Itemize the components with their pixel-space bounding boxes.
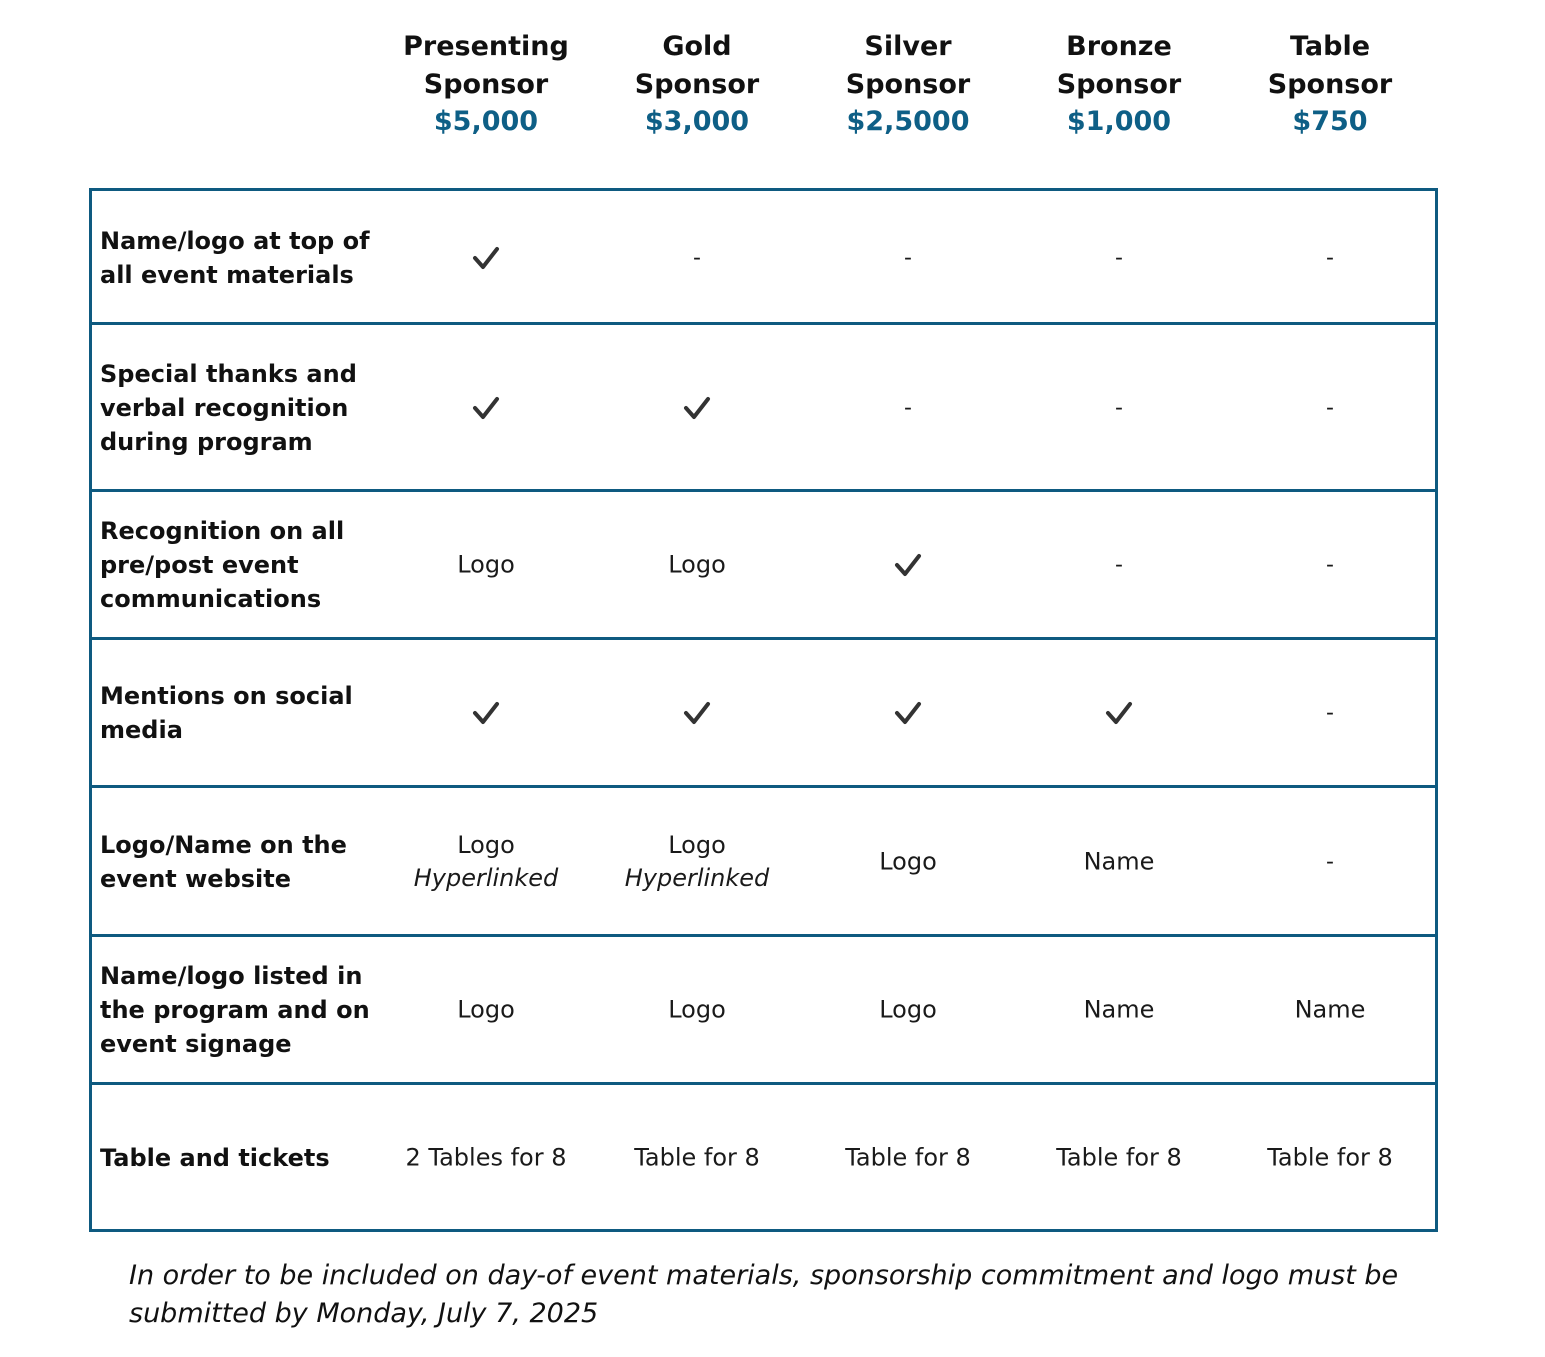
benefit-cell-text: Table for 8 [1267,1143,1393,1172]
benefit-cell-text: Name [1294,995,1366,1024]
benefit-cell [1230,1142,1430,1175]
benefit-cell-not-included: - [1326,245,1334,270]
benefit-cell [386,549,586,582]
tier-price: $750 [1292,106,1368,137]
benefit-cell-not-included: - [1115,395,1123,420]
benefit-cell-included [597,696,797,730]
benefit-cell [1019,1142,1219,1175]
benefit-cell-included [1019,696,1219,730]
benefit-cell-not-included: - [904,245,912,270]
benefit-row [92,191,1435,324]
benefit-cell-not-included: - [1115,245,1123,270]
benefit-cell [597,994,797,1027]
benefit-cell-not-included: - [693,245,701,270]
tier-header [386,28,586,141]
benefit-label: Table and tickets [100,1144,330,1172]
tier-price: $5,000 [433,106,539,137]
benefit-cell [386,994,586,1027]
benefit-cell-subtext: Hyperlinked [624,863,770,892]
benefit-cell-text: Table for 8 [845,1143,971,1172]
benefit-cell-text: Name [1083,847,1155,875]
sponsorship-benefits-table [89,188,1438,1232]
benefit-row [92,936,1435,1084]
benefit-cell-text: Logo [879,847,937,875]
tier-header [808,28,1008,141]
benefit-cell-text: Logo [668,995,726,1024]
benefit-cell [1019,994,1219,1027]
benefit-row [92,491,1435,639]
tier-name: Silver Sponsor [845,31,971,100]
benefit-cell-included [808,548,1008,582]
tier-header [1019,28,1219,141]
benefit-label: Recognition on all pre/post event communications [100,517,345,613]
benefit-cell-not-included: - [1326,700,1334,726]
benefit-cell-text: Logo [668,550,726,579]
benefit-cell-not-included: - [1115,552,1123,578]
tier-price: $3,000 [644,106,750,137]
tier-name: Gold Sponsor [634,31,760,100]
check-icon [1102,696,1136,730]
benefit-cell-text: 2 Tables for 8 [405,1143,567,1172]
check-icon [680,696,714,730]
benefit-row [92,324,1435,491]
benefit-cell-text: Logo [457,995,515,1024]
tier-header [1230,28,1430,141]
benefit-cell [808,1142,1008,1175]
benefit-cell [808,994,1008,1027]
benefit-cell-not-included: - [1326,395,1334,420]
benefit-cell-included [386,241,586,275]
check-icon [469,391,503,425]
benefit-cell-not-included: - [1326,552,1334,578]
check-icon [680,391,714,425]
benefit-cell-text: Logo [668,830,726,859]
tier-name: Presenting Sponsor [403,31,569,100]
benefit-row [92,639,1435,787]
benefit-cell [1019,845,1219,878]
benefit-cell-text: Logo [457,550,515,579]
check-icon [891,548,925,582]
benefit-cell [808,845,1008,878]
benefit-cell-not-included: - [904,395,912,420]
benefit-cell-not-included: - [1326,849,1334,874]
tier-name: Bronze Sponsor [1056,31,1182,100]
benefit-label: Special thanks and verbal recognition during program [100,359,357,456]
benefit-label: Name/logo listed in the program and on event signage [100,962,370,1058]
check-icon [469,696,503,730]
benefit-label: Logo/Name on the event website [100,830,347,893]
check-icon [469,241,503,275]
benefit-cell-subtext: Hyperlinked [413,863,559,892]
benefit-cell-text: Table for 8 [634,1143,760,1172]
benefit-cell-included [808,696,1008,730]
tier-name: Table Sponsor [1267,31,1393,100]
tier-price: $1,000 [1066,106,1172,137]
benefit-cell [597,549,797,582]
benefit-row [92,1084,1435,1232]
benefit-cell [386,829,586,895]
benefit-row [92,787,1435,936]
deadline-footnote: In order to be included on day-of event materials, sponsorship commitment and logo must be submitted by Monday, July 7, 2025 [129,1260,1399,1329]
benefit-cell-text: Logo [457,830,515,859]
benefit-cell [386,1142,586,1175]
benefit-label: Mentions on social media [100,682,353,744]
benefit-cell-text: Logo [879,995,937,1024]
check-icon [891,696,925,730]
benefit-cell-included [386,391,586,425]
tier-price: $2,5000 [846,106,970,137]
benefit-cell [597,829,797,895]
benefit-cell-included [597,391,797,425]
benefit-cell [1230,994,1430,1027]
benefit-label: Name/logo at top of all event materials [100,226,370,289]
tier-header [597,28,797,141]
benefit-cell-text: Table for 8 [1056,1143,1182,1172]
benefit-cell-included [386,696,586,730]
benefit-cell [597,1142,797,1175]
benefit-cell-text: Name [1083,995,1155,1024]
